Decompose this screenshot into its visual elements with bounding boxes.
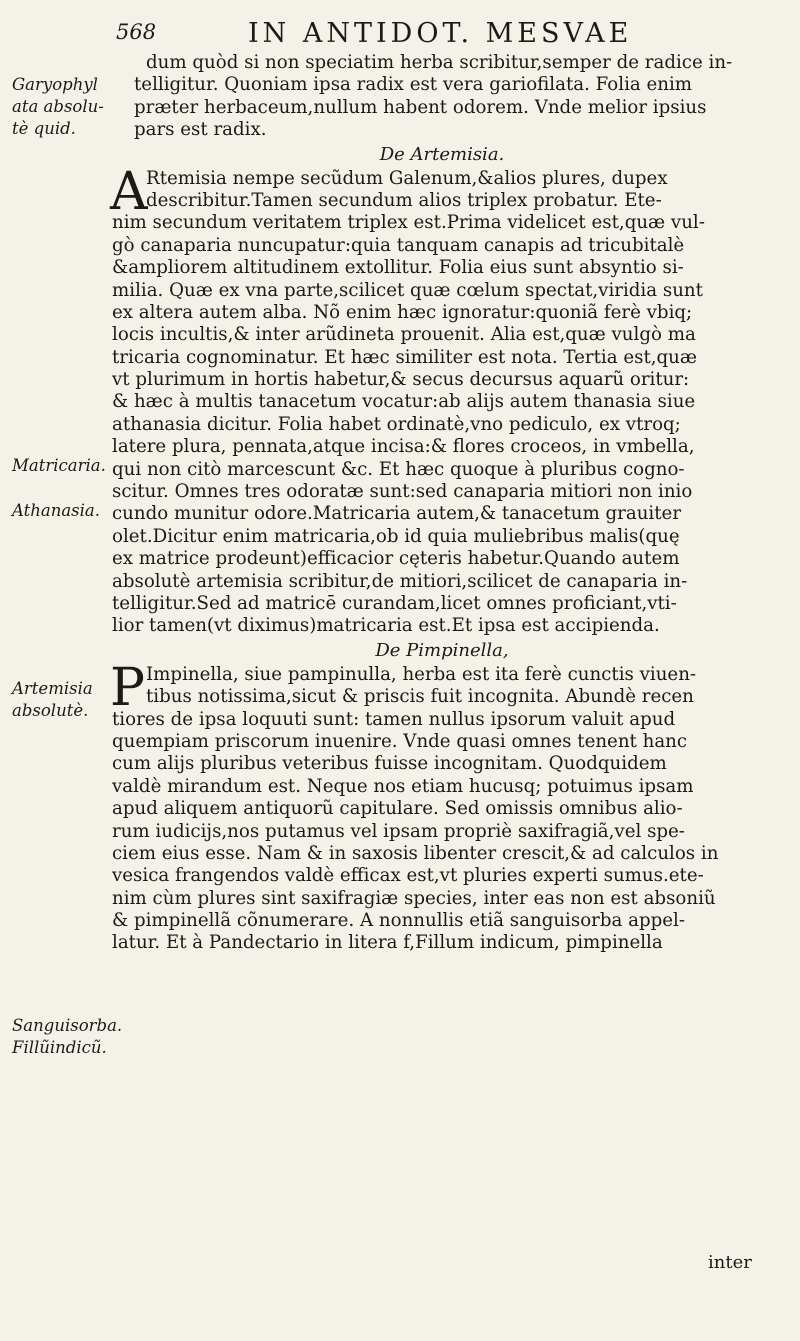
drop-cap: P — [110, 657, 145, 718]
text-line: telligitur.Sed ad matricē curandam,licet omnes proficiant,vti- — [112, 592, 677, 614]
drop-cap: A — [110, 161, 148, 222]
text-line: ex matrice prodeunt)efficacior cęteris habetur.Quando autem — [112, 548, 680, 570]
text-line: cum alijs pluribus veteribus fuisse incognitam. Quodquidem — [112, 753, 667, 775]
text-line: Impinella, siue pampinulla, herba est ita ferè cunctis viuen- — [146, 663, 697, 685]
text-line: scitur. Omnes tres odoratæ sunt:sed canaparia mitiori non inio — [112, 481, 693, 503]
text-line: gò canaparia nuncupatur:quia tanquam canapis ad tricubitalè — [112, 234, 685, 256]
text-line: præter herbaceum,nullum habent odorem. Vnde melior ipsius — [134, 96, 707, 118]
text-line: qui non citò marcescunt &c. Et hæc quoque à pluribus cogno- — [112, 458, 685, 480]
text-line: pars est radix. — [134, 119, 267, 141]
text-line: latere plura, pennata,atque incisa:& flores croceos, in vmbella, — [112, 436, 695, 458]
text-line: tibus notissima,sicut & priscis fuit incognita. Abundè recen — [146, 686, 694, 708]
text-line: telligitur. Quoniam ipsa radix est vera gariofilata. Folia enim — [134, 74, 693, 96]
section-title-pimpinella: De Pimpinella, — [375, 639, 509, 661]
paragraph-pimpinella — [110, 657, 772, 955]
running-title: IN ANTIDOT. MESVAE — [248, 18, 633, 49]
margin-note: tè quid. — [12, 119, 76, 138]
text-line: quempiam priscorum inuenire. Vnde quasi omnes tenent hanc — [112, 730, 688, 752]
text-line: olet.Dicitur enim matricaria,ob id quia muliebribus malis(quę — [112, 525, 680, 547]
text-line: vesica frangendos valdè efficax est,vt pluries experti sumus.ete- — [112, 865, 704, 887]
margin-note: ata absolu- — [12, 97, 104, 116]
catchword: inter — [708, 1252, 752, 1273]
text-line: lior tamen(vt diximus)matricaria est.Et ipsa est accipienda. — [112, 615, 660, 637]
text-line: cundo munitur odore.Matricaria autem,& tanacetum grauiter — [112, 503, 682, 525]
text-line: nim cùm plures sint saxifragiæ species, inter eas non est absoniũ — [112, 887, 716, 909]
text-line: describitur.Tamen secundum alios triplex probatur. Ete- — [146, 189, 662, 211]
paragraph-intro — [112, 52, 772, 142]
margin-note: Matricaria. — [12, 456, 106, 475]
margin-note: Artemisia — [12, 679, 93, 698]
page-header — [0, 14, 800, 54]
text-line: &ampliorem altitudinem extollitur. Folia eius sunt absyntio si- — [112, 257, 684, 279]
text-line: dum quòd si non speciatim herba scribitur,semper de radice in- — [146, 52, 733, 73]
text-line: rum iudicijs,nos putamus vel ipsam propriè saxifragiã,vel spe- — [112, 820, 685, 842]
text-line: latur. Et à Pandectario in litera f,Fillum indicum, pimpinella — [112, 932, 663, 954]
text-line: nim secundum veritatem triplex est.Prima videlicet est,quæ vul- — [112, 212, 705, 234]
body-text — [112, 52, 772, 955]
text-line: vt plurimum in hortis habetur,& secus decursus aquarũ oritur: — [112, 369, 690, 391]
text-line: ex altera autem alba. Nõ enim hæc ignoratur:quoniã ferè vbiq; — [112, 301, 693, 323]
text-line: & hæc à multis tanacetum vocatur:ab alijs autem thanasia siue — [112, 391, 696, 413]
text-line: Rtemisia nempe secũdum Galenum,&alios plures, dupex — [146, 167, 668, 189]
text-line: tricaria cognominatur. Et hæc similiter est nota. Tertia est,quæ — [112, 346, 697, 368]
text-line: ciem eius esse. Nam & in saxosis libenter crescit,& ad calculos in — [112, 842, 719, 864]
margin-note: Sanguisorba. — [12, 1016, 123, 1035]
paragraph-artemisia — [110, 161, 772, 638]
margin-note: Garyophyl — [12, 75, 98, 94]
text-line: valdè mirandum est. Neque nos etiam hucusq; potuimus ipsam — [112, 775, 694, 797]
margin-note: Fillũindicũ. — [12, 1038, 107, 1057]
section-title-artemisia: De Artemisia. — [379, 143, 505, 165]
margin-note: absolutè. — [12, 701, 89, 720]
text-line: milia. Quæ ex vna parte,scilicet quæ cœlum spectat,viridia sunt — [112, 279, 703, 301]
margin-note: Athanasia. — [12, 501, 101, 520]
text-line: athanasia dicitur. Folia habet ordinatè,vno pediculo, ex vtroq; — [112, 413, 681, 435]
text-line: apud aliquem antiquorũ capitulare. Sed omissis omnibus alio- — [112, 798, 683, 820]
text-line: locis incultis,& inter arũdineta prouenit. Alia est,quæ vulgò ma — [112, 324, 696, 346]
text-line: absolutè artemisia scribitur,de mitiori,scilicet de canaparia in- — [112, 570, 688, 592]
text-line: tiores de ipsa loquuti sunt: tamen nullus ipsorum valuit apud — [112, 708, 676, 730]
text-line: & pimpinellã cõnumerare. A nonnullis etiã sanguisorba appel- — [112, 910, 685, 932]
page-number: 568 — [116, 20, 157, 44]
